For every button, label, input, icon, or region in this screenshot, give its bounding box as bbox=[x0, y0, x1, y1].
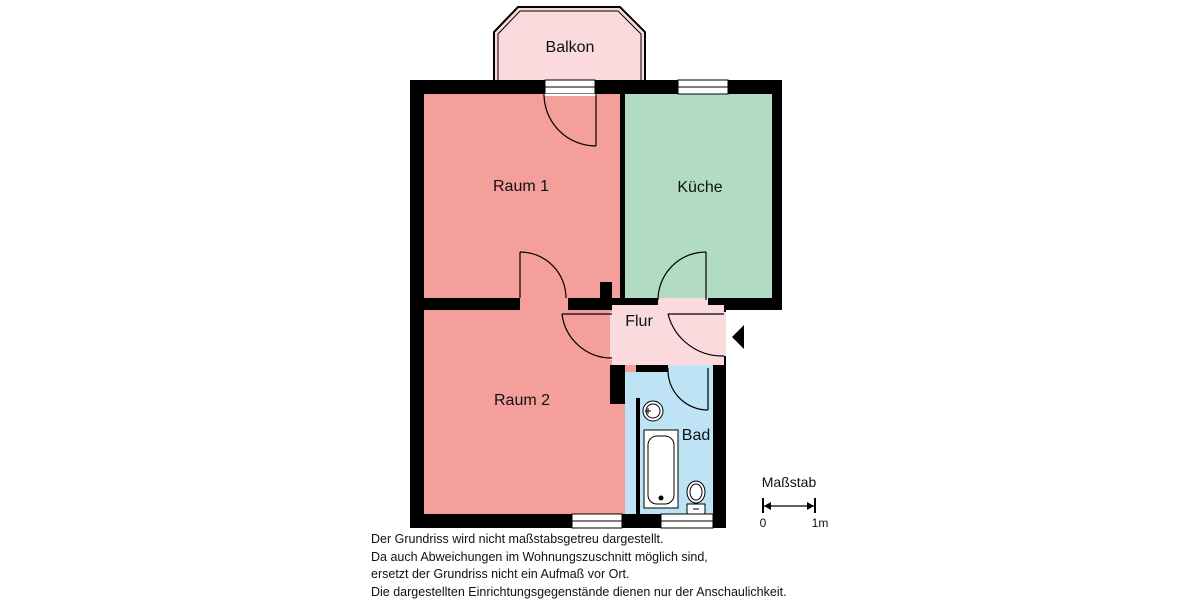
scale-end: 1m bbox=[811, 516, 829, 530]
scale-bar bbox=[760, 474, 829, 530]
room-label-kitchen: Küche bbox=[677, 179, 723, 196]
scale-title: Maßstab bbox=[761, 474, 817, 490]
room-label-room2: Raum 2 bbox=[493, 392, 551, 409]
room-label-room1: Raum 1 bbox=[492, 178, 550, 195]
disclaimer-line: Da auch Abweichungen im Wohnungszuschnitt möglich sind, bbox=[371, 549, 708, 564]
scale-start: 0 bbox=[759, 516, 767, 530]
room1-area bbox=[424, 94, 620, 298]
disclaimer-line: Die dargestellten Einrichtungsgegenstände dienen nur der Anschaulichkeit. bbox=[371, 584, 787, 599]
room2-nook bbox=[424, 310, 610, 404]
kitchen-area bbox=[625, 94, 772, 298]
disclaimer-line: ersetzt der Grundriss nicht ein Aufmaß vor Ort. bbox=[371, 567, 630, 582]
disclaimer-line: Der Grundriss wird nicht maßstabsgetreu dargestellt. bbox=[371, 532, 664, 546]
entrance-arrow-icon bbox=[732, 325, 744, 349]
room-label-hall: Flur bbox=[625, 313, 653, 330]
disclaimer bbox=[371, 531, 871, 601]
room-label-balcony: Balkon bbox=[545, 39, 595, 56]
room-label-bath: Bad bbox=[681, 427, 711, 444]
